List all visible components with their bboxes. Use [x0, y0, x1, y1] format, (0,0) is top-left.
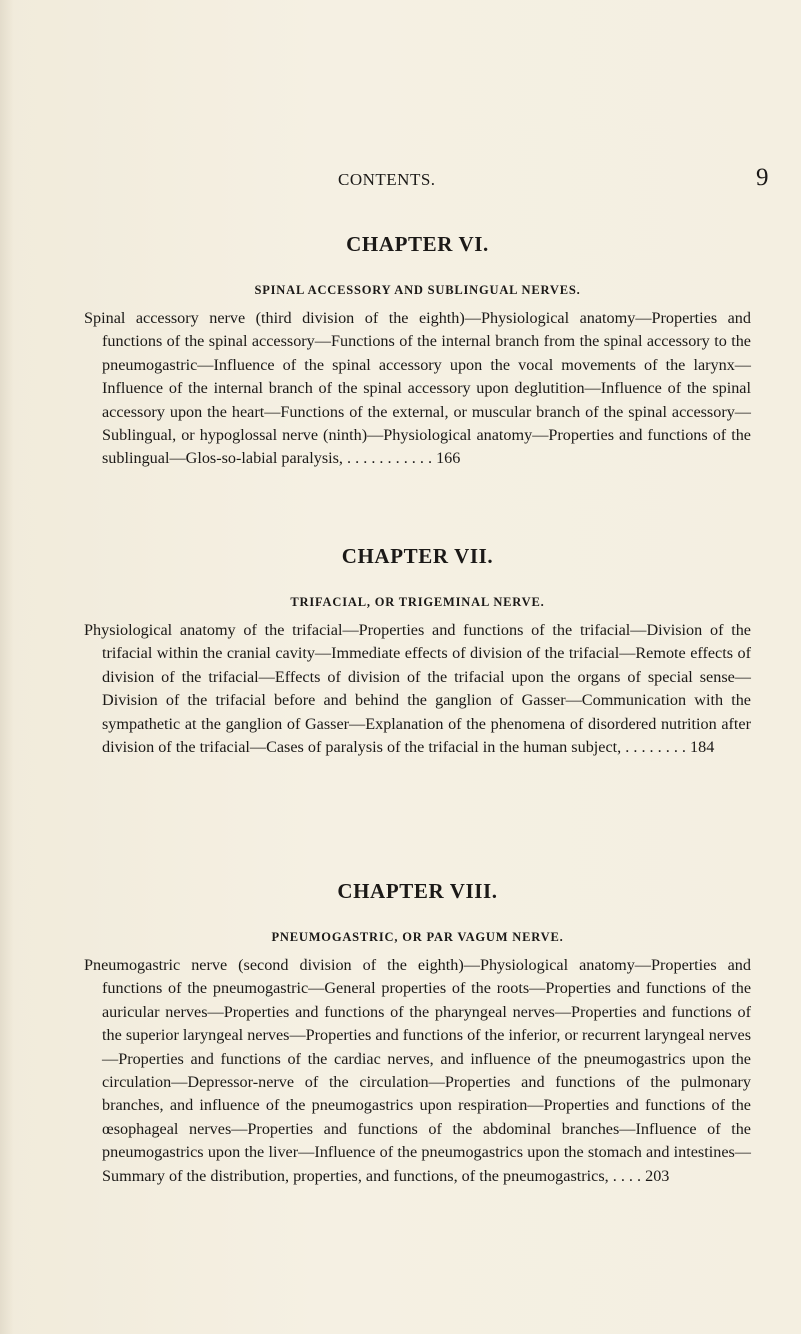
- chapter-subtitle: TRIFACIAL, OR TRIGEMINAL NERVE.: [290, 595, 545, 609]
- page-reference: 203: [645, 1166, 670, 1185]
- chapter-entry: [84, 229, 751, 471]
- summary-text: Physiological anatomy of the trifacial—Properties and functions of the trifacial—Division of the trifacial within the cranial cavity—Immediate effects of division of the trifacial—Remote effects of division of the trifacial—Effects of division of the trifacial upon the organs of special sense—Division of the trifacial before and behind the ganglion of Gasser—Communication with the sympathetic at the ganglion of Gasser—Explanation of the phenomena of disordered nutrition after division of the trifacial—Cases of paralysis of the trifacial in the human subject,: [84, 621, 751, 757]
- chapter-subtitle: SPINAL ACCESSORY AND SUBLINGUAL NERVES.: [254, 283, 581, 297]
- page-header: [0, 164, 801, 192]
- chapter-subtitle: PNEUMOGASTRIC, OR PAR VAGUM NERVE.: [271, 930, 564, 944]
- chapter-entry: [84, 541, 751, 759]
- summary-text: Pneumogastric nerve (second division of the eighth)—Physiological anatomy—Properties and functions of the pneumogastric—General properties of the roots—Properties and functions of the auricular nerves—Properties and functions of the pharyngeal nerves—Properties and functions of the superior laryngeal nerves—Properties and functions of the inferior, or recurrent laryngeal nerves—Properties and functions of the cardiac nerves, and influence of the pneumogastrics upon the circulation—Depressor-nerve of the circulation—Properties and functions of the pulmonary branches, and influence of the pneumogastrics upon respiration—Properties and functions of the œsophageal nerves—Properties and functions of the abdominal branches—Influence of the pneumogastrics upon the liver—Influence of the pneumogastrics upon the stomach and intestines—Summary of the distribution, properties, and functions, of the pneumogastrics,: [84, 956, 751, 1185]
- page-reference: 184: [690, 738, 715, 757]
- chapter-summary: [84, 954, 751, 1188]
- chapter-title: CHAPTER VII.: [341, 544, 494, 568]
- chapter-title: CHAPTER VI.: [346, 232, 489, 256]
- dot-leader: . . . .: [608, 1166, 642, 1185]
- running-head: CONTENTS.: [338, 170, 436, 189]
- chapter-summary: [84, 619, 751, 759]
- chapter-summary: [84, 307, 751, 471]
- summary-text: Spinal accessory nerve (third division of the eighth)—Physiological anatomy—Properties and functions of the spinal accessory—Functions of the internal branch from the spinal accessory to the pneumogastric—Influence of the spinal accessory upon the vocal movements of the larynx—Influence of the internal branch of the spinal accessory upon deglutition—Influence of the spinal accessory upon the heart—Functions of the external, or muscular branch of the spinal accessory—Sublingual, or hypoglossal nerve (ninth)—Physiological anatomy—Properties and functions of the sublingual—Glos-so-labial paralysis,: [84, 309, 751, 468]
- dot-leader: . . . . . . . . . . .: [342, 449, 433, 468]
- chapter-entry: [84, 876, 751, 1188]
- page-number: 9: [756, 164, 769, 191]
- chapter-title: CHAPTER VIII.: [337, 879, 498, 903]
- page-reference: 166: [436, 449, 461, 468]
- dot-leader: . . . . . . . .: [621, 738, 686, 757]
- gutter-shadow: [0, 0, 14, 1334]
